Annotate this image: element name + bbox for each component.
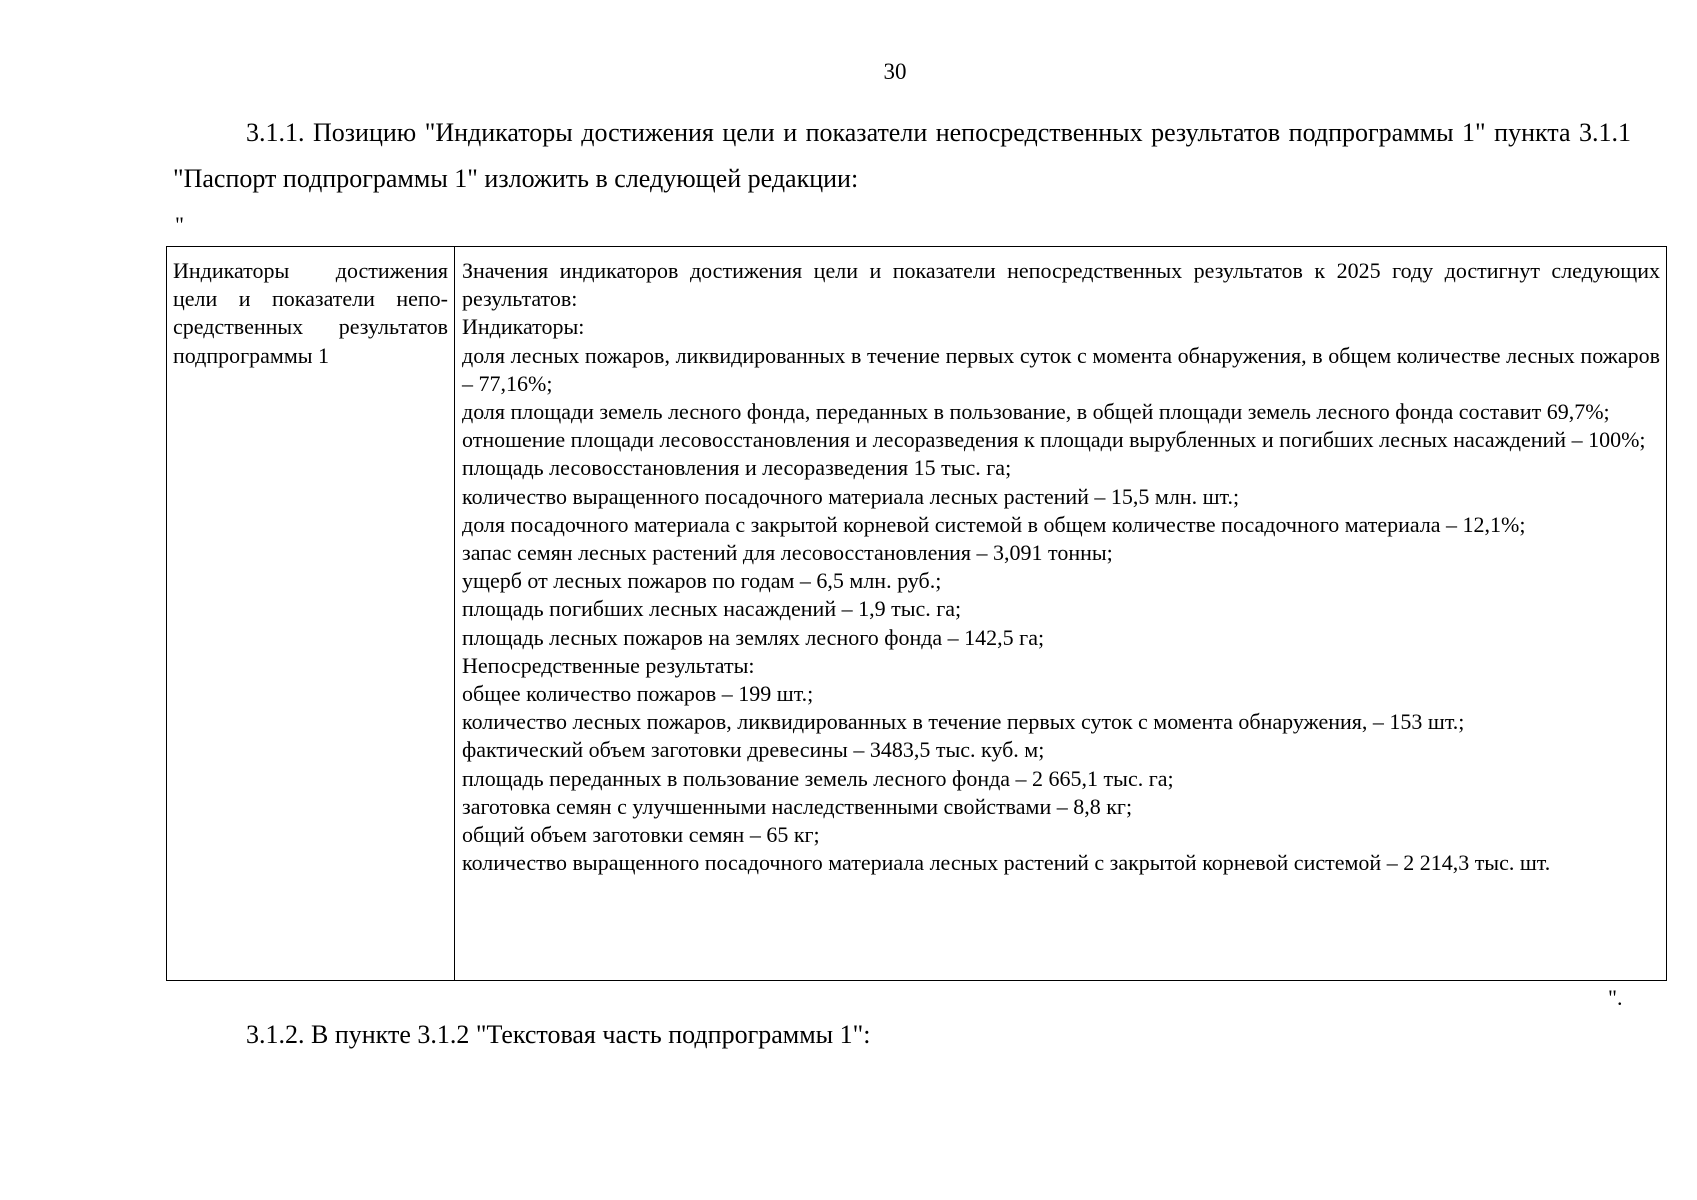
opening-quote-mark: " bbox=[175, 212, 184, 237]
table-line: площадь переданных в пользование земель лесного фонда – 2 665,1 тыс. га; bbox=[462, 765, 1174, 791]
table-line: запас семян лесных растений для лесовосстановления – 3,091 тонны; bbox=[462, 540, 1113, 566]
table-line: площадь лесных пожаров на землях лесного фонда – 142,5 га; bbox=[462, 624, 1045, 650]
table-line: общее количество пожаров – 199 шт.; bbox=[462, 681, 814, 707]
indicators-table bbox=[166, 246, 1667, 981]
table-line: доля площади земель лесного фонда, переданных в пользование, в общей площади земель лесного фонда составит 69,7%; bbox=[462, 399, 1610, 425]
table-line: доля лесных пожаров, ликвидированных в течение первых суток с момента обнаружения, в общем количестве лесных пожаров – 77,16%; bbox=[462, 342, 1660, 396]
table-line: площадь лесовосстановления и лесоразведения 15 тыс. га; bbox=[462, 455, 1012, 481]
table-line: доля посадочного материала с закрытой корневой системой в общем количестве посадочного материала – 12,1%; bbox=[462, 511, 1526, 537]
table-line: заготовка семян с улучшенными наследственными свойствами – 8,8 кг; bbox=[462, 793, 1133, 819]
table-values-cell bbox=[455, 247, 1666, 980]
page-number: 30 bbox=[883, 59, 907, 84]
paragraph-3-1-2: 3.1.2. В пункте 3.1.2 "Текстовая часть подпрограммы 1": bbox=[246, 1020, 871, 1049]
table-line: Значения индикаторов достижения цели и показатели непосредственных результатов к 2025 году достигнут следующих результатов: bbox=[462, 258, 1660, 312]
table-line: количество выращенного посадочного материала лесных растений – 15,5 млн. шт.; bbox=[462, 483, 1240, 509]
table-line: общий объем заготовки семян – 65 кг; bbox=[462, 822, 820, 848]
paragraph-3-1-1: 3.1.1. Позицию "Индикаторы достижения цели и показатели непосредственных результатов подпрограммы 1" пункта 3.1.1 "Паспорт подпрограммы 1" изложить в следующей редакции: bbox=[173, 118, 1631, 193]
table-line: количество выращенного посадочного материала лесных растений с закрытой корневой системой – 2 214,3 тыс. шт. bbox=[462, 850, 1551, 876]
closing-quote-mark: ". bbox=[1608, 985, 1623, 1010]
table-line: отношение площади лесовосстановления и лесоразведения к площади вырубленных и погибших лесных насаждений – 100%; bbox=[462, 427, 1646, 453]
table-line: ущерб от лесных пожаров по годам – 6,5 млн. руб.; bbox=[462, 568, 942, 594]
table-line: фактический объем заготовки древесины – 3483,5 тыс. куб. м; bbox=[462, 737, 1045, 763]
table-line: количество лесных пожаров, ликвидированных в течение первых суток с момента обнаружения, – 153 шт.; bbox=[462, 709, 1465, 735]
table-line: Непосредственные результаты: bbox=[462, 652, 755, 678]
table-line: площадь погибших лесных насаждений – 1,9 тыс. га; bbox=[462, 596, 962, 622]
table-line: Индикаторы: bbox=[462, 314, 585, 340]
table-header-cell: Индикаторы достижения цели и показатели непосредственных результатов подпрограммы 1 bbox=[167, 247, 455, 980]
